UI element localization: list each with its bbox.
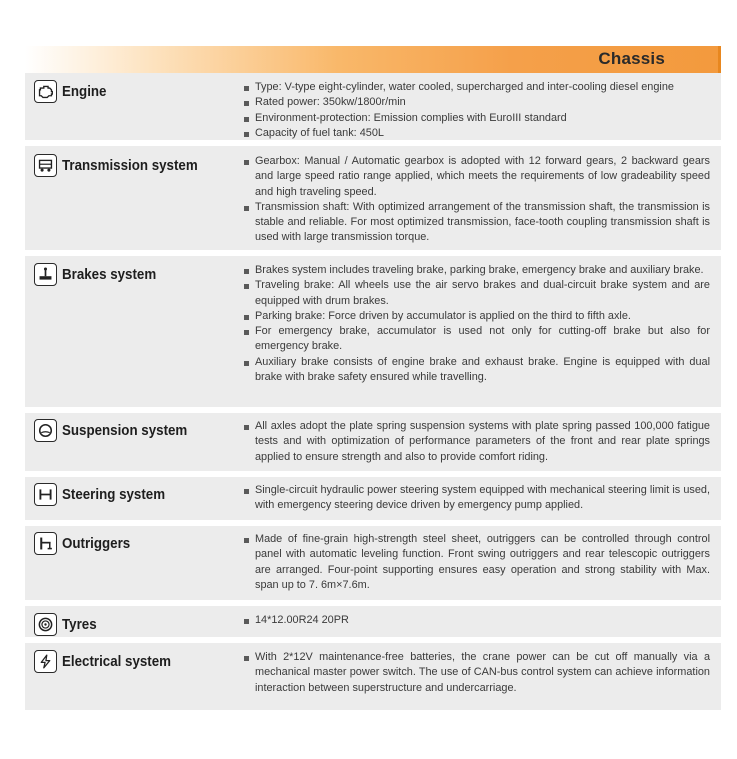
transmission-icon [34,154,57,177]
list-item: Environment-protection: Emission complies with EuroIII standard [243,111,710,126]
section-outriggers [25,526,721,606]
section-head [25,650,243,673]
section-title: Engine [62,83,107,100]
section-title: Steering system [62,486,166,503]
section-title: Transmission system [62,157,198,174]
section-brakes [25,256,721,413]
section-head [25,483,243,506]
section-head [25,154,243,177]
list-item: Single-circuit hydraulic power steering system equipped with mechanical steering limit is used, with emergency steering device driven by emergency pump applied. [243,483,710,514]
section-title: Tyres [62,616,97,633]
chassis-header-bar [25,46,721,73]
section-steering [25,477,721,526]
section-head [25,532,243,555]
chassis-header-title: Chassis [598,49,665,68]
list-item: 14*12.00R24 20PR [243,613,710,628]
section-suspension [25,413,721,477]
bullet-list [243,263,721,385]
section-title: Brakes system [62,266,157,283]
list-item: For emergency brake, accumulator is used not only for cutting-off brake but also for emergency brake. [243,324,710,355]
section-electrical [25,643,721,710]
section-head [25,419,243,442]
section-title: Outriggers [62,535,131,552]
lightning-icon [34,650,57,673]
list-item: Capacity of fuel tank: 450L [243,126,710,141]
list-item: Rated power: 350kw/1800r/min [243,95,710,110]
section-engine [25,73,721,146]
steering-axle-icon [34,483,57,506]
section-head [25,80,243,103]
bullet-list [243,419,721,465]
suspension-icon [34,419,57,442]
spec-sections [25,73,721,710]
section-tyres [25,606,721,643]
list-item: Made of fine-grain high-strength steel sheet, outriggers can be controlled through control panel with automatic leveling function. Front swing outriggers and rear telescopic outriggers are arranged. Four-point supporting ensures easy operation and strong stability with Max. span up to 7. 6m×7.6m. [243,532,710,593]
list-item: Parking brake: Force driven by accumulator is applied on the third to fifth axle. [243,309,710,324]
header-accent [718,46,721,73]
section-title: Suspension system [62,422,188,439]
list-item: Auxiliary brake consists of engine brake and exhaust brake. Engine is equipped with dual brake with brake safety ensured while travelling. [243,355,710,386]
engine-icon [34,80,57,103]
bullet-list [243,532,721,593]
section-head [25,613,243,636]
bullet-list [243,80,721,141]
list-item: Type: V-type eight-cylinder, water cooled, supercharged and inter-cooling diesel engine [243,80,710,95]
brake-lever-icon [34,263,57,286]
list-item: Traveling brake: All wheels use the air servo brakes and dual-circuit brake system and are equipped with drum brakes. [243,278,710,309]
section-head [25,263,243,286]
section-transmission [25,146,721,256]
list-item: All axles adopt the plate spring suspension systems with plate spring passed 100,000 fatigue tests and with optimization of performance parameters of the front and rear plate springs applied to ensure strength and also to provide comfort riding. [243,419,710,465]
tyre-icon [34,613,57,636]
bullet-list [243,613,721,628]
bullet-list [243,483,721,514]
list-item: Gearbox: Manual / Automatic gearbox is adopted with 12 forward gears, 2 backward gears and large speed ratio range applied, which meets the requirements of low gradeability speed and high traveling speed. [243,154,710,200]
list-item: Transmission shaft: With optimized arrangement of the transmission shaft, the transmission is stable and reliable. For most optimized transmission, face-tooth coupling transmission shaft is used with large transmission torque. [243,200,710,246]
bullet-list [243,154,721,246]
list-item: Brakes system includes traveling brake, parking brake, emergency brake and auxiliary brake. [243,263,710,278]
bullet-list [243,650,721,696]
section-title: Electrical system [62,653,172,670]
outrigger-icon [34,532,57,555]
list-item: With 2*12V maintenance-free batteries, the crane power can be cut off manually via a mechanical master power switch. The use of CAN-bus control system can achieve information interaction between superstructure and undercarriage. [243,650,710,696]
